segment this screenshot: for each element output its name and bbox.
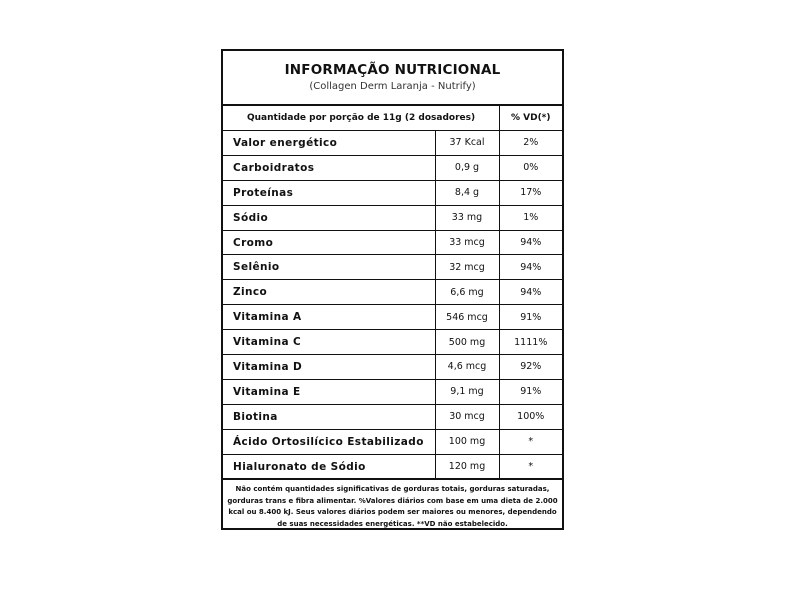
serving-header: Quantidade por porção de 11g (2 dosadores)	[223, 106, 499, 131]
nutrient-name: Proteínas	[223, 180, 435, 205]
nutrient-dv: 2%	[499, 131, 562, 156]
table-row	[223, 205, 562, 230]
nutrient-amount: 546 mcg	[435, 305, 499, 330]
nutrition-facts-panel	[221, 49, 564, 530]
nutrient-amount: 9,1 mg	[435, 379, 499, 404]
nutrient-amount: 8,4 g	[435, 180, 499, 205]
table-row	[223, 355, 562, 380]
table-row	[223, 454, 562, 479]
table-header-row	[223, 106, 562, 131]
nutrient-dv: 17%	[499, 180, 562, 205]
table-row	[223, 131, 562, 156]
nutrient-dv: 94%	[499, 255, 562, 280]
nutrient-dv: *	[499, 454, 562, 479]
nutrient-amount: 6,6 mg	[435, 280, 499, 305]
nutrient-dv: 91%	[499, 305, 562, 330]
dv-header: % VD(*)	[499, 106, 562, 131]
panel-subtitle: (Collagen Derm Laranja - Nutrify)	[309, 81, 476, 92]
nutrient-amount: 32 mcg	[435, 255, 499, 280]
nutrient-name: Hialuronato de Sódio	[223, 454, 435, 479]
nutrient-amount: 33 mcg	[435, 230, 499, 255]
table-row	[223, 180, 562, 205]
nutrient-name: Selênio	[223, 255, 435, 280]
nutrient-name: Carboidratos	[223, 155, 435, 180]
nutrient-amount: 30 mcg	[435, 404, 499, 429]
nutrient-name: Cromo	[223, 230, 435, 255]
nutrient-name: Vitamina D	[223, 355, 435, 380]
nutrient-dv: 94%	[499, 280, 562, 305]
nutrient-name: Vitamina E	[223, 379, 435, 404]
footnote: Não contém quantidades significativas de gorduras totais, gorduras saturadas, gorduras trans e fibra alimentar. %Valores diários com base em uma dieta de 2.000 kcal ou 8.400 kJ. Seus valores diários podem ser maiores ou menores, dependendo de suas necessidades energéticas. **VD não estabelecido.	[223, 479, 562, 530]
table-row	[223, 305, 562, 330]
nutrient-dv: 91%	[499, 379, 562, 404]
nutrient-dv: 1%	[499, 205, 562, 230]
nutrient-name: Ácido Ortosilícico Estabilizado	[223, 429, 435, 454]
nutrient-name: Vitamina C	[223, 330, 435, 355]
nutrient-amount: 500 mg	[435, 330, 499, 355]
nutrient-name: Vitamina A	[223, 305, 435, 330]
table-row	[223, 379, 562, 404]
table-row	[223, 280, 562, 305]
nutrient-dv: 100%	[499, 404, 562, 429]
nutrient-amount: 120 mg	[435, 454, 499, 479]
nutrient-name: Sódio	[223, 205, 435, 230]
nutrient-amount: 33 mg	[435, 205, 499, 230]
table-row	[223, 255, 562, 280]
table-row	[223, 155, 562, 180]
nutrient-amount: 100 mg	[435, 429, 499, 454]
nutrient-name: Biotina	[223, 404, 435, 429]
nutrient-amount: 0,9 g	[435, 155, 499, 180]
nutrient-dv: 92%	[499, 355, 562, 380]
nutrient-amount: 4,6 mcg	[435, 355, 499, 380]
nutrient-dv: 1111%	[499, 330, 562, 355]
table-row	[223, 230, 562, 255]
nutrient-name: Valor energético	[223, 131, 435, 156]
nutrient-amount: 37 Kcal	[435, 131, 499, 156]
table-row	[223, 429, 562, 454]
table-row	[223, 330, 562, 355]
nutrition-table	[223, 105, 562, 479]
table-row	[223, 404, 562, 429]
nutrient-dv: 94%	[499, 230, 562, 255]
nutrient-dv: 0%	[499, 155, 562, 180]
panel-title: INFORMAÇÃO NUTRICIONAL	[284, 62, 501, 78]
nutrient-dv: *	[499, 429, 562, 454]
title-block	[223, 51, 562, 105]
nutrient-name: Zinco	[223, 280, 435, 305]
